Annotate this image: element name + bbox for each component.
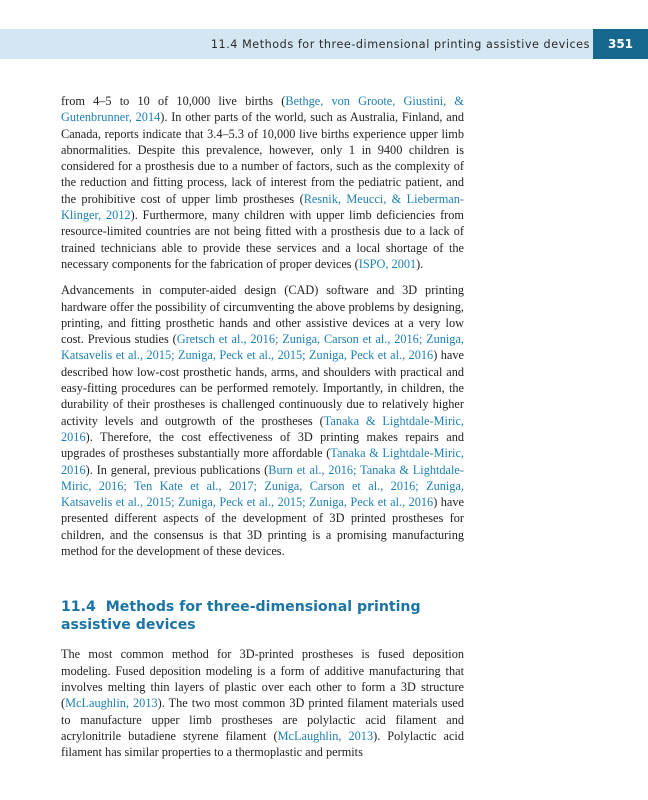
paragraph-text: ). In general, previous publications ( xyxy=(85,462,269,477)
paragraph xyxy=(61,93,464,272)
page-number: 351 xyxy=(593,29,648,59)
citation-link[interactable]: Gretsch et al., 2016; Zuniga, Carson et al., 2016; Zuniga, Katsavelis et al., 2015; Zuniga, Peck et al., 2015; Zuniga, Peck et al., 2016 xyxy=(61,332,464,363)
citation-link[interactable]: Tanaka & Lightdale-Miric, 2016 xyxy=(61,446,464,477)
paragraph-text: ) have described how low-cost prosthetic hands, arms, and shoulders with practical and easy-fitting procedures can be performed remotely. Importantly, in children, the durability of their prostheses is challenged continuously due to relatively higher activity levels and outgrowth of the prostheses ( xyxy=(61,348,464,428)
citation-link[interactable]: McLaughlin, 2013 xyxy=(277,728,374,743)
section-number: 11.4 xyxy=(61,599,96,616)
paragraph-text: ). xyxy=(416,256,424,271)
paragraph-text: Advancements in computer-aided design (CAD) software and 3D printing hardware offer the possibility of circumventing the above problems by designing, printing, and fitting prosthetic hands and other assistive devices at a very low cost. Previous studies ( xyxy=(61,283,464,347)
citation-link[interactable]: Bethge, von Groote, Giustini, & Gutenbrunner, 2014 xyxy=(61,94,464,125)
citation-link[interactable]: Burn et al., 2016; Tanaka & Lightdale-Miric, 2016; Ten Kate et al., 2017; Zuniga, Carson et al., 2016; Zuniga, Katsavelis et al., 2015; Zuniga, Peck et al., 2015; Zuniga, Peck et al., 2016 xyxy=(61,462,464,510)
citation-link[interactable]: Resnik, Meucci, & Lieberman-Klinger, 2012 xyxy=(61,191,464,223)
paragraph-text: The most common method for 3D-printed prostheses is fused deposition modeling. Fused deposition modeling is a form of additive manufacturing that involves melting thin layers of plastic over each other to form a 3D structure ( xyxy=(61,647,464,711)
paragraph-text: ). In other parts of the world, such as Australia, Finland, and Canada, reports indicate that 3.4–5.3 of 10,000 live births experience upper limb abnormalities. Despite this prevalence, however, only 1 in 9400 children is considered for a prosthesis due to a number of factors, such as the complexity of the reduction and fitting process, lack of interest from the pediatric patient, and the prohibitive cost of upper limb prostheses ( xyxy=(61,110,464,206)
citation-link[interactable]: ISPO, 2001 xyxy=(358,256,417,271)
paragraph-text: from 4–5 to 10 of 10,000 live births ( xyxy=(61,94,286,108)
paragraph-text: ). The two most common 3D printed filament materials used to manufacture upper limb prostheses are polylactic acid filament and acrylonitrile butadiene styrene filament ( xyxy=(61,696,464,743)
section-title: Methods for three-dimensional printing assistive devices xyxy=(61,599,421,633)
page-body xyxy=(61,93,464,760)
paragraph-text: ). Therefore, the cost effectiveness of 3D printing makes repairs and upgrades of prostheses substantially more affordable ( xyxy=(61,429,464,461)
paragraph xyxy=(61,646,464,760)
paragraph-text: ). Polylactic acid filament has similar properties to a thermoplastic and permits xyxy=(61,728,464,760)
paragraph xyxy=(61,282,464,559)
running-title: 11.4 Methods for three-dimensional printing assistive devices xyxy=(210,38,590,51)
section-heading xyxy=(61,599,464,634)
paragraph-text: ). Furthermore, many children with upper limb deficiencies from resource-limited countries are not being fitted with a prosthesis due to a lack of trained technicians able to provide these services and a local shortage of the necessary components for the fabrication of proper devices ( xyxy=(61,208,464,271)
citation-link[interactable]: McLaughlin, 2013 xyxy=(65,696,158,711)
paragraph-text: ) have presented different aspects of the development of 3D printed prostheses for children, and the consensus is that 3D printing is a promising manufacturing method for the development of these devices. xyxy=(61,495,464,559)
citation-link[interactable]: Tanaka & Lightdale-Miric, 2016 xyxy=(61,413,464,444)
running-header xyxy=(0,29,648,59)
